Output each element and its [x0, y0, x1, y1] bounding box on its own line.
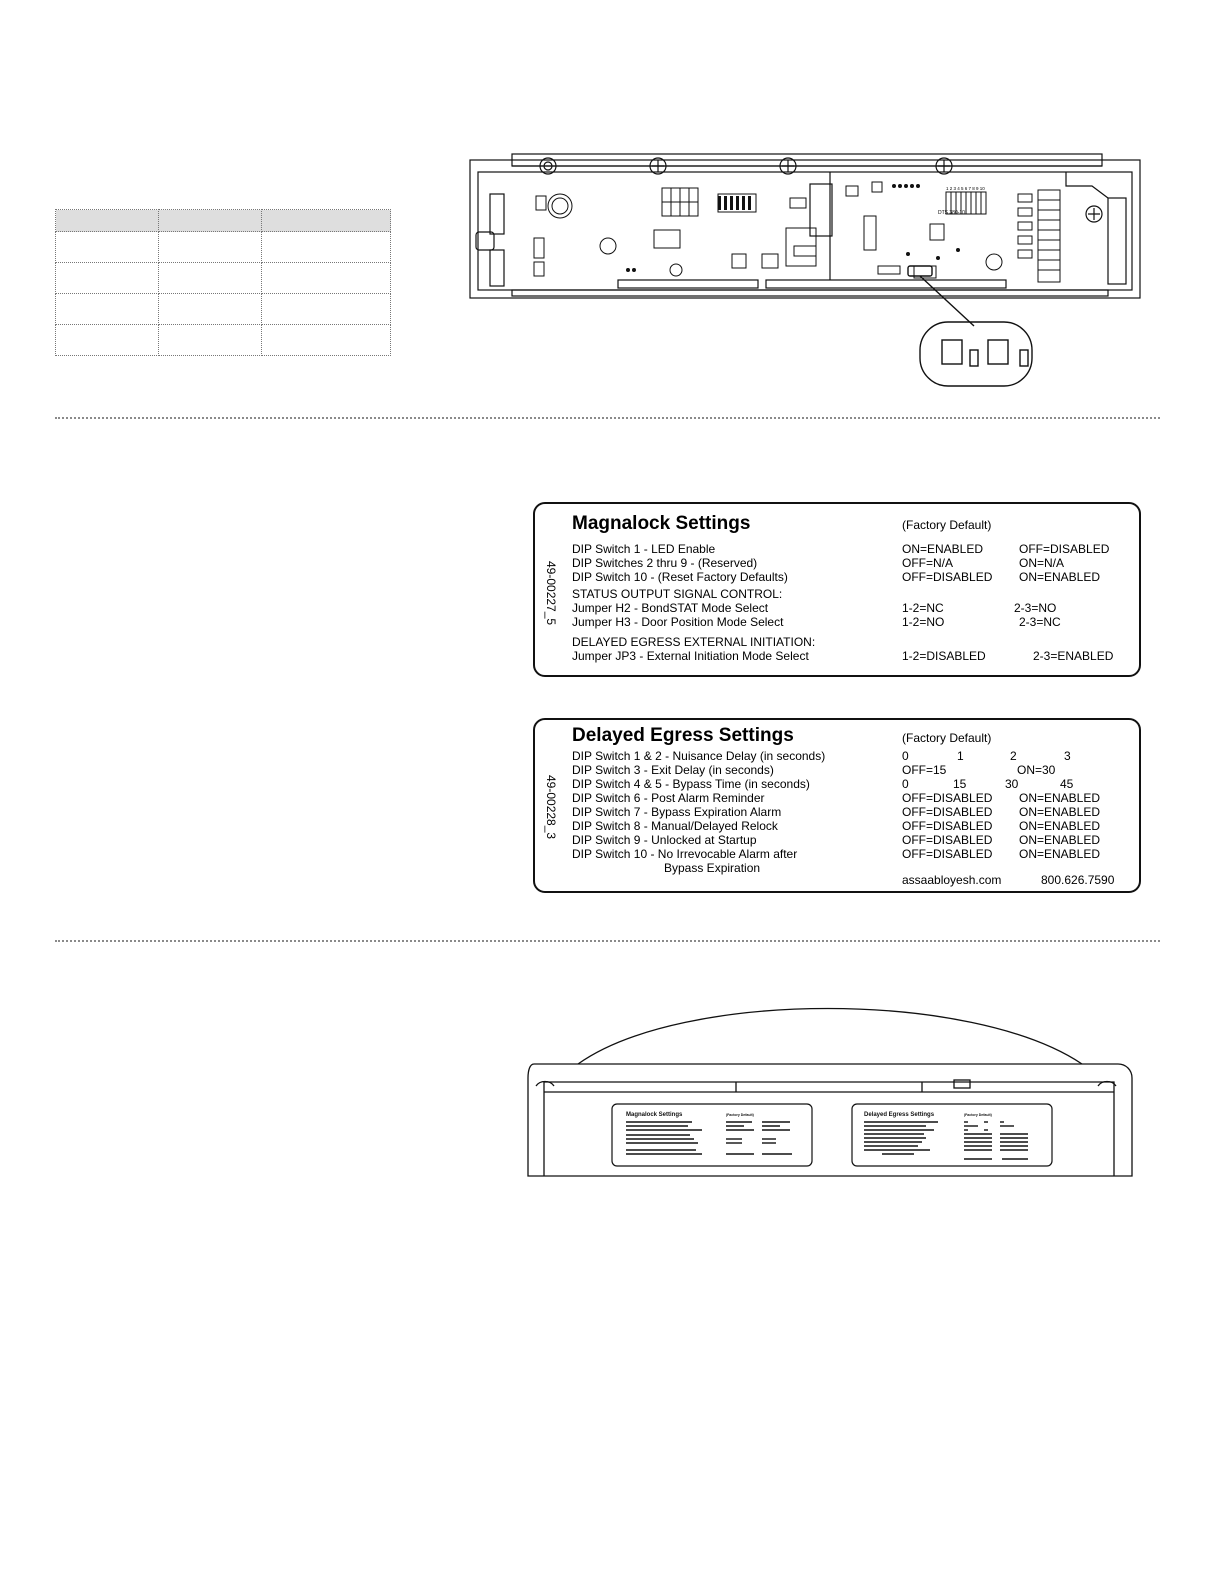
setting-value: OFF=DISABLED: [902, 570, 993, 584]
table-cell: [262, 232, 391, 263]
magnalock-settings-label: [533, 502, 1141, 677]
setting-value: 1-2=NC: [902, 601, 944, 615]
table-row: [56, 325, 391, 356]
setting-label: DIP Switch 4 & 5 - Bypass Time (in seconds): [572, 777, 810, 791]
setting-value: OFF=DISABLED: [1019, 542, 1110, 556]
setting-value: OFF=DISABLED: [902, 791, 993, 805]
table-cell: [159, 263, 262, 294]
setting-row: [572, 791, 1139, 805]
setting-value: ON=ENABLED: [1019, 805, 1101, 819]
mini-label-title: Magnalock Settings: [626, 1112, 683, 1118]
setting-row: [572, 635, 1139, 649]
setting-value: OFF=DISABLED: [902, 847, 993, 861]
setting-value: 2-3=ENABLED: [1033, 649, 1114, 663]
setting-value: 30: [1005, 777, 1019, 791]
section-heading: DELAYED EGRESS EXTERNAL INITIATION:: [572, 635, 816, 649]
setting-label: DIP Switch 10 - No Irrevocable Alarm after: [572, 847, 798, 861]
setting-value: ON=N/A: [1019, 556, 1065, 570]
mini-label-default: (Factory Default): [964, 1113, 992, 1117]
circuit-board-illustration: [468, 150, 1168, 390]
connector-icon: [662, 188, 1060, 282]
table-cell: [56, 263, 159, 294]
mini-label-title: Delayed Egress Settings: [864, 1112, 935, 1118]
setting-value: 2: [1010, 749, 1017, 763]
setting-row: [572, 649, 1139, 663]
setting-value: ON=ENABLED: [1019, 833, 1101, 847]
delayed-egress-settings-label: [533, 718, 1141, 893]
section-divider: [55, 940, 1160, 942]
table-header-row: [56, 210, 391, 232]
table-cell: [262, 263, 391, 294]
housing-illustration: [522, 1000, 1142, 1185]
setting-row: [572, 777, 1139, 791]
board-dip-label: DTS 380-10: [938, 210, 965, 216]
setting-label: DIP Switch 9 - Unlocked at Startup: [572, 833, 757, 847]
section-heading: STATUS OUTPUT SIGNAL CONTROL:: [572, 587, 783, 601]
setting-label: Jumper H3 - Door Position Mode Select: [572, 615, 784, 629]
setting-row: [572, 805, 1139, 819]
mini-label-default: (Factory Default): [726, 1113, 754, 1117]
setting-value: OFF=15: [902, 763, 947, 777]
table-cell: [56, 325, 159, 356]
setting-row: [572, 763, 1139, 777]
setting-value: 0: [902, 749, 909, 763]
setting-value: 2-3=NO: [1014, 601, 1057, 615]
table-cell: [56, 294, 159, 325]
setting-value: 1-2=NO: [902, 615, 945, 629]
empty-table: [55, 209, 391, 356]
setting-value: ON=ENABLED: [1019, 570, 1101, 584]
setting-value: ON=ENABLED: [1019, 847, 1101, 861]
table-cell: [262, 294, 391, 325]
setting-row: [572, 587, 1139, 601]
setting-label: DIP Switch 10 - (Reset Factory Defaults): [572, 570, 788, 584]
setting-value: 45: [1060, 777, 1074, 791]
label-part-code: 49-00228_3: [544, 775, 558, 840]
setting-row: [572, 615, 1139, 629]
section-divider: [55, 417, 1160, 419]
setting-label: DIP Switch 1 - LED Enable: [572, 542, 716, 556]
table-row: [56, 232, 391, 263]
setting-label: DIP Switch 7 - Bypass Expiration Alarm: [572, 805, 782, 819]
setting-value: 1-2=DISABLED: [902, 649, 986, 663]
setting-row: [572, 833, 1139, 847]
setting-value: OFF=DISABLED: [902, 819, 993, 833]
table-header-cell: [262, 210, 391, 232]
setting-value: OFF=DISABLED: [902, 833, 993, 847]
setting-value: 0: [902, 777, 909, 791]
setting-value: 2-3=NC: [1019, 615, 1061, 629]
table-cell: [159, 232, 262, 263]
table-row: [56, 294, 391, 325]
setting-value: OFF=DISABLED: [902, 805, 993, 819]
table-cell: [262, 325, 391, 356]
setting-label-continuation: Bypass Expiration: [664, 861, 761, 875]
setting-label: DIP Switches 2 thru 9 - (Reserved): [572, 556, 758, 570]
factory-default-note: (Factory Default): [902, 518, 992, 532]
table-cell: [159, 294, 262, 325]
setting-label: DIP Switch 1 & 2 - Nuisance Delay (in seconds): [572, 749, 826, 763]
setting-label: DIP Switch 8 - Manual/Delayed Relock: [572, 819, 778, 833]
setting-label: Jumper H2 - BondSTAT Mode Select: [572, 601, 769, 615]
setting-row: [572, 819, 1139, 833]
setting-row: [572, 847, 1139, 861]
setting-row: [572, 749, 1139, 763]
setting-label: DIP Switch 3 - Exit Delay (in seconds): [572, 763, 774, 777]
setting-row: [572, 542, 1139, 556]
setting-value: 1: [957, 749, 964, 763]
label-title: Magnalock Settings: [572, 513, 751, 534]
setting-row: [572, 556, 1139, 570]
table-header-cell: [56, 210, 159, 232]
label-title: Delayed Egress Settings: [572, 725, 794, 746]
label-part-code: 49-00227_5: [544, 561, 558, 626]
board-dip-numbers: 1 2 3 4 5 6 7 8 9 10: [946, 186, 985, 191]
setting-label: Jumper JP3 - External Initiation Mode Select: [572, 649, 809, 663]
table-header-cell: [159, 210, 262, 232]
setting-value: 15: [953, 777, 967, 791]
setting-label: DIP Switch 6 - Post Alarm Reminder: [572, 791, 765, 805]
setting-value: 3: [1064, 749, 1071, 763]
setting-value: ON=30: [1017, 763, 1056, 777]
setting-value: ON=ENABLED: [902, 542, 984, 556]
website-text: assaabloyesh.com: [902, 873, 1002, 887]
setting-value: OFF=N/A: [902, 556, 954, 570]
table-row: [56, 263, 391, 294]
setting-value: ON=ENABLED: [1019, 791, 1101, 805]
table-cell: [56, 232, 159, 263]
phone-text: 800.626.7590: [1041, 873, 1115, 887]
factory-default-note: (Factory Default): [902, 731, 992, 745]
setting-row: [572, 570, 1139, 584]
setting-value: ON=ENABLED: [1019, 819, 1101, 833]
setting-row: [572, 601, 1139, 615]
table-cell: [159, 325, 262, 356]
